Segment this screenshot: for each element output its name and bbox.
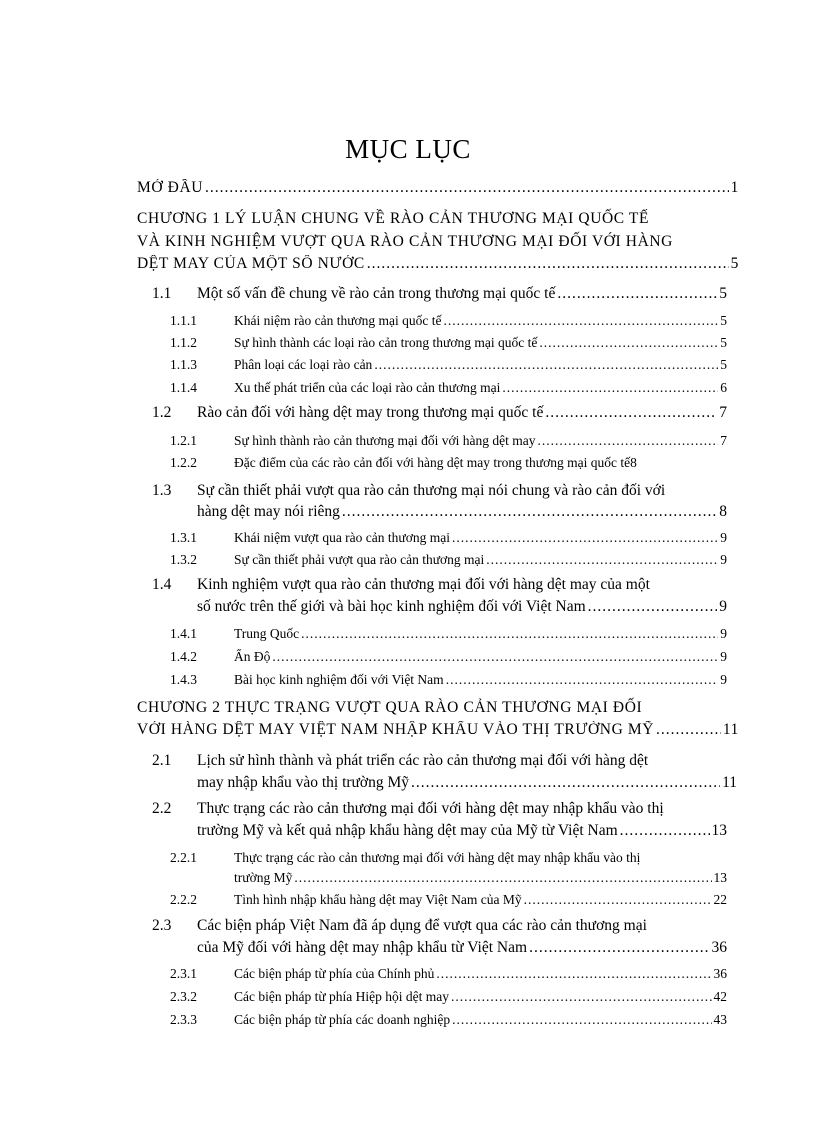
dot-leader (502, 380, 718, 396)
toc-page-number: 42 (713, 989, 727, 1004)
toc-page-number: 9 (720, 672, 727, 687)
toc-section-number: 2.1 (152, 752, 172, 769)
toc-page-number: 36 (713, 966, 727, 981)
dot-leader (524, 892, 712, 908)
toc-section-number: 1.4 (152, 576, 172, 593)
dot-leader (374, 357, 718, 373)
toc-entry-title: của Mỹ đối với hàng dệt may nhập khẩu từ Việt Nam (197, 939, 528, 956)
toc-page-number: 11 (722, 721, 739, 738)
toc-entry-title: DỆT MAY CỦA MỘT SỐ NƯỚC (137, 255, 365, 272)
toc-entry-title: Các biện pháp Việt Nam đã áp dụng để vượt qua các rào cản thương mại (197, 917, 647, 934)
toc-section-number: 1.2.1 (170, 433, 197, 448)
dot-leader (537, 433, 718, 449)
toc-section-number: 2.2.1 (170, 850, 197, 865)
toc-section-number: 1.4.2 (170, 649, 197, 664)
toc-entry-title: Khái niệm vượt qua rào cản thương mại (234, 530, 450, 545)
toc-page-number: 13 (711, 822, 727, 839)
dot-leader (588, 598, 718, 616)
toc-entry-title: Các biện pháp từ phía của Chính phủ (234, 966, 435, 981)
toc-page-number: 8 (630, 455, 637, 470)
toc-entry-title: Thực trạng các rào cản thương mại đối với hàng dệt may nhập khẩu vào thị (234, 850, 641, 865)
toc-section-number: 2.2.2 (170, 892, 197, 907)
toc-entry-title: Sự hình thành rào cản thương mại đối với hàng dệt may (234, 433, 536, 448)
dot-leader (272, 649, 718, 665)
dot-leader (557, 285, 717, 303)
toc-page-number: 11 (722, 774, 737, 791)
toc-page-number: 5 (720, 313, 727, 328)
toc-entry-title: Bài học kinh nghiệm đối với Việt Nam (234, 672, 444, 687)
toc-section-number: 1.3.1 (170, 530, 197, 545)
toc-entry-title: trường Mỹ và kết quả nhập khẩu hàng dệt may của Mỹ từ Việt Nam (197, 822, 618, 839)
toc-section-number: 2.3.1 (170, 966, 197, 981)
toc-section-number: 1.1.4 (170, 380, 197, 395)
toc-entry-title: Đặc điểm của các rào cản đối với hàng dệt may trong thương mại quốc tế (234, 455, 631, 470)
dot-leader (411, 774, 720, 792)
toc-page-number: 43 (713, 1012, 727, 1027)
toc-page-number: 1 (730, 179, 739, 196)
toc-page-number: 7 (720, 433, 727, 448)
dot-leader (205, 179, 729, 197)
toc-entry-title: Tình hình nhập khẩu hàng dệt may Việt Nam của Mỹ (234, 892, 522, 907)
toc-entry-title: Thực trạng các rào cản thương mại đối với hàng dệt may nhập khẩu vào thị (197, 800, 664, 817)
toc-entry-title: Phân loại các loại rào cản (234, 357, 373, 372)
dot-leader (294, 870, 711, 886)
toc-section-number: 1.4.1 (170, 626, 197, 641)
toc-page-number: 9 (720, 649, 727, 664)
toc-page-number: 13 (713, 870, 727, 885)
toc-page-number: 6 (720, 380, 727, 395)
toc-page-number: 9 (720, 626, 727, 641)
toc-page-number: 22 (713, 892, 727, 907)
toc-section-number: 1.4.3 (170, 672, 197, 687)
dot-leader (452, 530, 718, 546)
toc-entry-title: CHƯƠNG 2 THỰC TRẠNG VƯỢT QUA RÀO CẢN THƯƠNG MẠI ĐỐI (137, 699, 643, 716)
dot-leader (451, 989, 711, 1005)
toc-section-number: 1.1 (152, 285, 172, 302)
toc-entry-title: Một số vấn đề chung về rào cản trong thương mại quốc tế (197, 285, 556, 302)
toc-page-number: 9 (720, 552, 727, 567)
dot-leader (446, 672, 719, 688)
toc-entry-title: Lịch sử hình thành và phát triển các rào cản thương mại đối với hàng dệt (197, 752, 649, 769)
dot-leader (620, 822, 710, 840)
toc-section-number: 1.1.3 (170, 357, 197, 372)
toc-page-number: 5 (719, 285, 727, 302)
toc-page-number: 5 (730, 255, 739, 272)
dot-leader (545, 404, 717, 422)
toc-page-number: 9 (719, 598, 727, 615)
toc-entry-title: Xu thế phát triển của các loại rào cản thương mại (234, 380, 501, 395)
dot-leader (452, 1012, 711, 1028)
toc-page-number: 8 (719, 503, 727, 520)
toc-entry-title: Các biện pháp từ phía các doanh nghiệp (234, 1012, 451, 1027)
toc-section-number: 1.2.2 (170, 455, 197, 470)
dot-leader (367, 255, 729, 273)
toc-page-number: 7 (719, 404, 727, 421)
toc-entry-title: Kinh nghiệm vượt qua rào cản thương mại đối với hàng dệt may của một (197, 576, 650, 593)
toc-entry-title: Rào cản đối với hàng dệt may trong thương mại quốc tế (197, 404, 544, 421)
toc-entry-title: VÀ KINH NGHIỆM VƯỢT QUA RÀO CẢN THƯƠNG MẠI ĐỐI VỚI HÀNG (137, 233, 673, 250)
toc-page-number: 5 (720, 335, 727, 350)
toc-entry-title: hàng dệt may nói riêng (197, 503, 340, 520)
dot-leader (436, 966, 711, 982)
toc-section-number: 1.1.1 (170, 313, 197, 328)
dot-leader (529, 939, 709, 957)
toc-entry-title: trường Mỹ (234, 870, 293, 885)
dot-leader (342, 503, 717, 521)
dot-leader (656, 721, 721, 739)
toc-entry-title: VỚI HÀNG DỆT MAY VIỆT NAM NHẬP KHẨU VÀO THỊ TRƯỜNG MỸ (137, 721, 655, 738)
dot-leader (444, 313, 719, 329)
toc-entry-title: Các biện pháp từ phía Hiệp hội dệt may (234, 989, 450, 1004)
toc-entry-title: MỞ ĐẦU (137, 179, 204, 196)
dot-leader (486, 552, 718, 568)
toc-page-number: 9 (720, 530, 727, 545)
toc-section-number: 1.2 (152, 404, 172, 421)
page-title: MỤC LỤC (345, 134, 471, 164)
toc-section-number: 2.3 (152, 917, 172, 934)
dot-leader (301, 626, 718, 642)
toc-entry-title: may nhập khẩu vào thị trường Mỹ (197, 774, 410, 791)
toc-entry-title: số nước trên thế giới và bài học kinh nghiệm đối với Việt Nam (197, 598, 586, 615)
toc-entry-title: Trung Quốc (234, 626, 300, 641)
toc-section-number: 2.3.2 (170, 989, 197, 1004)
toc-entry-title: Ấn Độ (234, 649, 271, 664)
toc-entry-title: Sự cần thiết phải vượt qua rào cản thương mại nói chung và rào cản đối với (197, 482, 666, 499)
toc-section-number: 2.3.3 (170, 1012, 197, 1027)
toc-page-number: 5 (720, 357, 727, 372)
toc-section-number: 1.1.2 (170, 335, 197, 350)
dot-leader (539, 335, 718, 351)
toc-entry-title: Sự cần thiết phải vượt qua rào cản thương mại (234, 552, 485, 567)
toc-section-number: 1.3 (152, 482, 172, 499)
toc-page-number: 36 (711, 939, 727, 956)
toc-entry-title: CHƯƠNG 1 LÝ LUẬN CHUNG VỀ RÀO CẢN THƯƠNG MẠI QUỐC TẾ (137, 210, 650, 227)
toc-section-number: 1.3.2 (170, 552, 197, 567)
toc-entry-title: Sự hình thành các loại rào cản trong thương mại quốc tế (234, 335, 538, 350)
toc-section-number: 2.2 (152, 800, 172, 817)
toc-entry-title: Khái niệm rào cản thương mại quốc tế (234, 313, 442, 328)
